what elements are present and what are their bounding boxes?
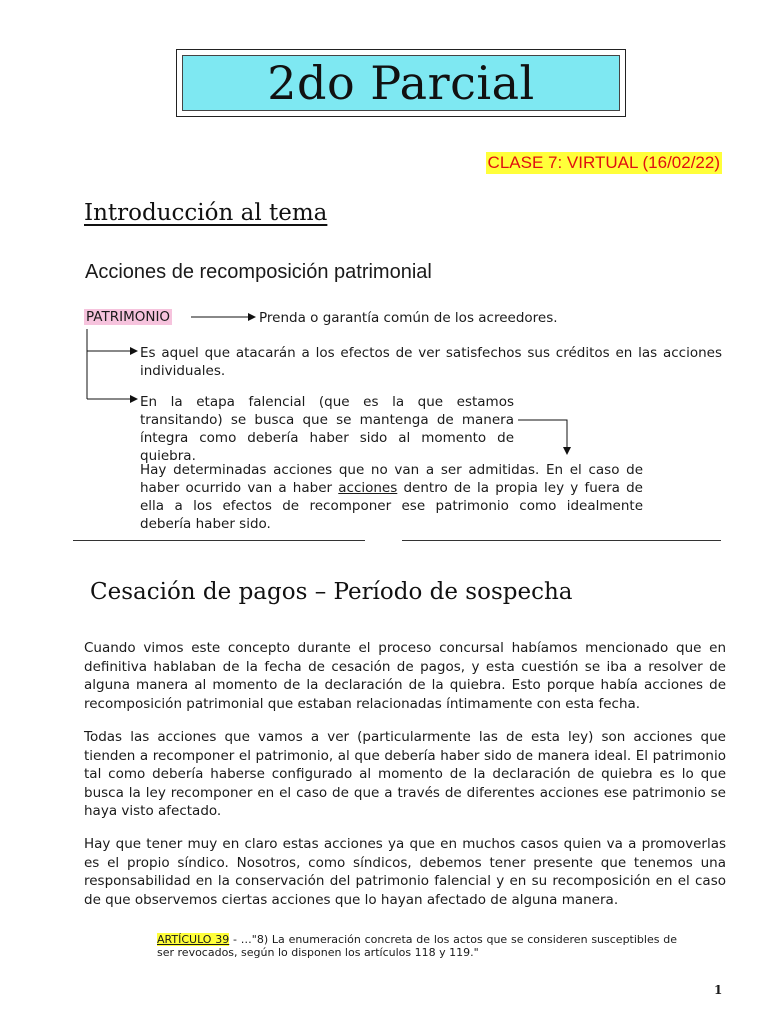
divider-right	[402, 540, 721, 541]
acciones-underlined: acciones	[338, 480, 398, 496]
prenda-text: Prenda o garantía común de los acreedores.	[259, 310, 558, 326]
branch2-text: En la etapa falencial (que es la que estamos transitando) se busca que se mantenga de manera íntegra como debería haber sido al momento de quiebra.	[140, 394, 514, 464]
branch3-text-after: dentro de la propia ley y fuera de ella a los efectos de recomponer ese patrimonio como idealmente debería haber sido.	[140, 480, 643, 532]
divider-left	[73, 540, 365, 541]
patrimonio-label: PATRIMONIO	[86, 309, 171, 325]
cesacion-heading: Cesación de pagos – Período de sospecha	[90, 579, 573, 605]
quote-text: - …"8) La enumeración concreta de los actos que se consideren susceptibles de ser revocados, según lo disponen los artículos 118 y 119."	[157, 933, 677, 959]
footnote-quote	[157, 933, 677, 959]
paragraph: Todas las acciones que vamos a ver (particularmente las de esta ley) son acciones que tienden a recomponer el patrimonio, al que debería haber sido de manera ideal. El patrimonio tal como debería haberse configurado al momento de la declaración de quiebra es lo que busca la ley recomponer en el caso de que a través de diferentes acciones ese patrimonio se haya visto afectado.	[84, 729, 726, 819]
branch3-text	[140, 461, 643, 533]
branch3-text-before: Hay determinadas acciones que no van a ser admitidas. En el caso de haber ocurrido van a haber	[140, 462, 643, 496]
paragraph: Cuando vimos este concepto durante el proceso concursal habíamos mencionado que en definitiva hablaban de la fecha de cesación de pagos, y esta cuestión se iba a resolver de alguna manera al momento de la declaración de la quiebra. Esto porque había acciones de recomposición patrimonial que estaban relacionadas íntimamente con esta fecha.	[84, 640, 726, 712]
acciones-heading: Acciones de recomposición patrimonial	[85, 261, 432, 283]
branch1-text: Es aquel que atacarán a los efectos de ver satisfechos sus créditos en las acciones individuales.	[140, 345, 722, 379]
article-reference: ARTÍCULO 39	[157, 933, 230, 946]
page-number: 1	[714, 983, 723, 997]
class-label: CLASE 7: VIRTUAL (16/02/22)	[487, 153, 720, 172]
arrow-to-branch3	[518, 420, 567, 454]
intro-heading: Introducción al tema	[84, 200, 328, 226]
page-title: 2do Parcial	[267, 56, 535, 110]
paragraph: Hay que tener muy en claro estas acciones ya que en muchos casos quien va a promoverlas es el propio síndico. Nosotros, como síndicos, debemos tener presente que tenemos una responsabilidad en la conservación del patrimonio falencial y en su recomposición en el caso de que observemos ciertas acciones que lo hayan afectado de alguna manera.	[84, 836, 726, 908]
